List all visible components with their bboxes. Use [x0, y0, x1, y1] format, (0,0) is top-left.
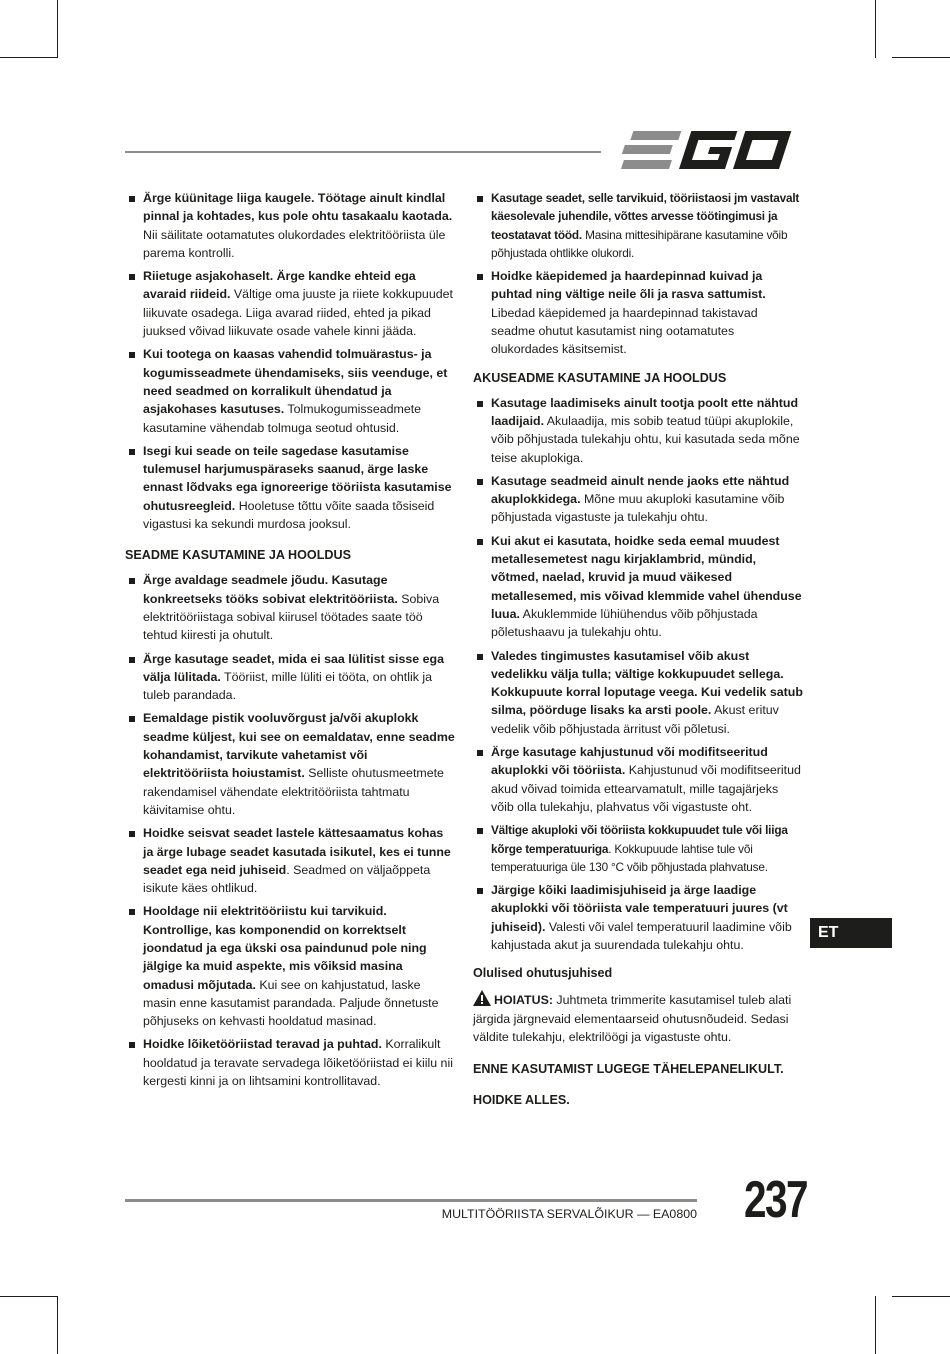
footer-rule [125, 1199, 697, 1202]
list-item: Valedes tingimustes kasutamisel võib akust vedelikku välja tulla; vältige kokkupuudet sellega. Kokkupuute korral loputage veega. Kui vedelik satub silma, pöörduge lisaks ka arsti poole. Akust erituv vedelik võib põhjustada ärritust või põletusi. [473, 647, 803, 738]
safety-list-general [125, 189, 455, 533]
list-item: Eemaldage pistik vooluvõrgust ja/või akuplokk seadme küljest, kui see on eemaldatav, enne seadme kohandamist, tarvikute vahetamist või elektritööriista hoiustamist. Selliste ohutusmeetmete rakendamisel vähendate elektritööriista tahtmatu käivitamise ohtu. [125, 709, 455, 819]
list-item: Kasutage seadmeid ainult nende jaoks ette nähtud akuplokkidega. Mõne muu akuploki kasutamine võib põhjustada vigastuste ja tulekahju ohtu. [473, 472, 803, 527]
list-item: Kui akut ei kasutata, hoidke seda eemal muudest metallesemetest nagu kirjaklambrid, mündid, võtmed, naelad, kruvid ja muud väikesed metallesemed, mis võivad klemmide vahel ühenduse luua. Akuklemmide lühiühendus võib põhjustada põletushaavu ja tulekahju ohtu. [473, 532, 803, 642]
section-heading: SEADME KASUTAMINE JA HOOLDUS [125, 548, 351, 563]
keep-notice: HOIDKE ALLES. [473, 1093, 570, 1108]
warning-triangle-icon [473, 990, 491, 1006]
list-item: Ärge küünitage liiga kaugele. Töötage ainult kindlal pinnal ja kohtades, kus pole ohtu tasakaalu kaotada. Nii säilitate ootamatutes olukordades elektritööriista üle parema kontrolli. [125, 189, 455, 262]
warning-label: HOIATUS: [494, 993, 553, 1008]
safety-list-device-use-cont [473, 189, 803, 359]
ego-logo [616, 129, 800, 171]
list-item: Isegi kui seade on teile sagedase kasutamise tulemusel harjumuspäraseks saanud, ärge laske ennast lõdvaks ega ignoreerige tööriista kasutamise ohutusreegleid. Hooletuse tõttu võite saada tõsiseid vigastusi ka sekundi murdosa jooksul. [125, 442, 455, 533]
list-item: Järgige kõiki laadimisjuhiseid ja ärge laadige akuplokki või tööriista vale temperatuuri juures (vt juhiseid). Valesti või valel temperatuuril laadimine võib kahjustada akut ja suurendada tulekahju ohtu. [473, 881, 803, 954]
page-number: 237 [744, 1171, 807, 1229]
list-item: Kasutage laadimiseks ainult tootja poolt ette nähtud laadijaid. Akulaadija, mis sobib teatud tüüpi akuplokile, võib põhjustada tulekahju ohtu, kui kasutada seda mõne teise akuplokiga. [473, 394, 803, 467]
crop-mark [892, 1296, 950, 1297]
right-column [473, 189, 803, 1109]
list-item: Hoidke käepidemed ja haardepinnad kuivad ja puhtad ning vältige neile õli ja rasva sattumist. Libedad käepidemed ja haardepinnad takistavad seadme ohutut kasutamist ning ootamatutes olukordades käsitsemist. [473, 267, 803, 358]
safety-list-battery [473, 394, 803, 955]
left-column [125, 189, 455, 1095]
important-safety-heading: Olulised ohutusjuhised [473, 966, 613, 981]
list-item: Hooldage nii elektritööriistu kui tarvikuid. Kontrollige, kas komponendid on korrektselt joondatud ja ega ükski osa paindunud pole ning jälgige ka muid aspekte, mis võiksid masina omadusi mõjutada. Kui see on kahjustatud, laske masin enne kasutamist parandada. Paljude õnnetuste põhjuseks on kehvasti hooldatud masinad. [125, 902, 455, 1030]
crop-mark [57, 1296, 58, 1354]
crop-mark [57, 0, 58, 58]
safety-list-device-use [125, 571, 455, 1090]
list-item: Riietuge asjakohaselt. Ärge kandke ehteid ega avaraid riideid. Vältige oma juuste ja riiete kokkupuudet liikuvate osadega. Liiga avarad riided, ehted ja pikad juuksed võivad liikuvate osade vahele kinni jääda. [125, 267, 455, 340]
crop-mark [875, 0, 876, 58]
warning-text: Juhtmeta trimmerite kasutamisel tuleb alati järgida järgnevaid elementaarseid ohutusnõudeid. Sedasi väldite tulekahju, elektrilöögi ja vigastuste ohtu. [473, 993, 792, 1044]
list-item: Ärge avaldage seadmele jõudu. Kasutage konkreetseks tööks sobivat elektritööriista. Sobiva elektritööriistaga sobival kiirusel töötades saate töö tehtud kiiresti ja ohutult. [125, 571, 455, 644]
crop-mark [0, 57, 58, 58]
section-heading: AKUSEADME KASUTAMINE JA HOOLDUS [473, 370, 727, 385]
crop-mark [0, 1296, 58, 1297]
list-item: Vältige akuploki või tööriista kokkupuudet tule või liiga kõrge temperatuuriga. Kokkupuude lahtise tule või temperatuuriga üle 130 °C võib põhjustada plahvatuse. [473, 821, 803, 876]
list-item: Kasutage seadet, selle tarvikuid, tööriistaosi jm vastavalt käesolevale juhendile, võttes arvesse töötingimusi ja teostatavat tööd. Masina mittesihipärane kasutamine võib põhjustada ohtlikke olukordi. [473, 189, 803, 262]
language-tab: ET [810, 918, 892, 948]
list-item: Ärge kasutage seadet, mida ei saa lülitist sisse ega välja lülitada. Tööriist, mille lüliti ei tööta, on ohtlik ja tuleb parandada. [125, 650, 455, 705]
crop-mark [875, 1296, 876, 1354]
list-item: Hoidke seisvat seadet lastele kättesaamatus kohas ja ärge lubage seadet kasutada isikutel, kes ei tunne seadet ega neid juhiseid. Seadmed on väljaõppeta isikute käes ohtlikud. [125, 824, 455, 897]
crop-mark [892, 57, 950, 58]
footer-product-title: MULTITÖÖRIISTA SERVALÕIKUR — EA0800 [441, 1207, 697, 1221]
list-item: Ärge kasutage kahjustunud või modifitseeritud akuplokki või tööriista. Kahjustunud või modifitseeritud akud võivad toimida ettearvamatult, mille tagajärjeks võib olla tulekahju, plahvatus või vigastuste oht. [473, 743, 803, 816]
read-notice: ENNE KASUTAMIST LUGEGE TÄHELEPANELIKULT. [473, 1062, 784, 1077]
warning-paragraph [473, 990, 803, 1046]
list-item: Hoidke lõiketööriistad teravad ja puhtad. Korralikult hooldatud ja teravate servadega lõiketööriistad ei kiilu nii kergesti kinni ja on lihtsamini kontrollitavad. [125, 1035, 455, 1090]
list-item: Kui tootega on kaasas vahendid tolmuärastus- ja kogumisseadmete ühendamiseks, siis veenduge, et need seadmed on korralikult ühendatud ja asjakohases kasutuses. Tolmukogumisseadmete kasutamine vähendab tolmuga seotud ohtusid. [125, 345, 455, 436]
header-rule [125, 151, 601, 153]
